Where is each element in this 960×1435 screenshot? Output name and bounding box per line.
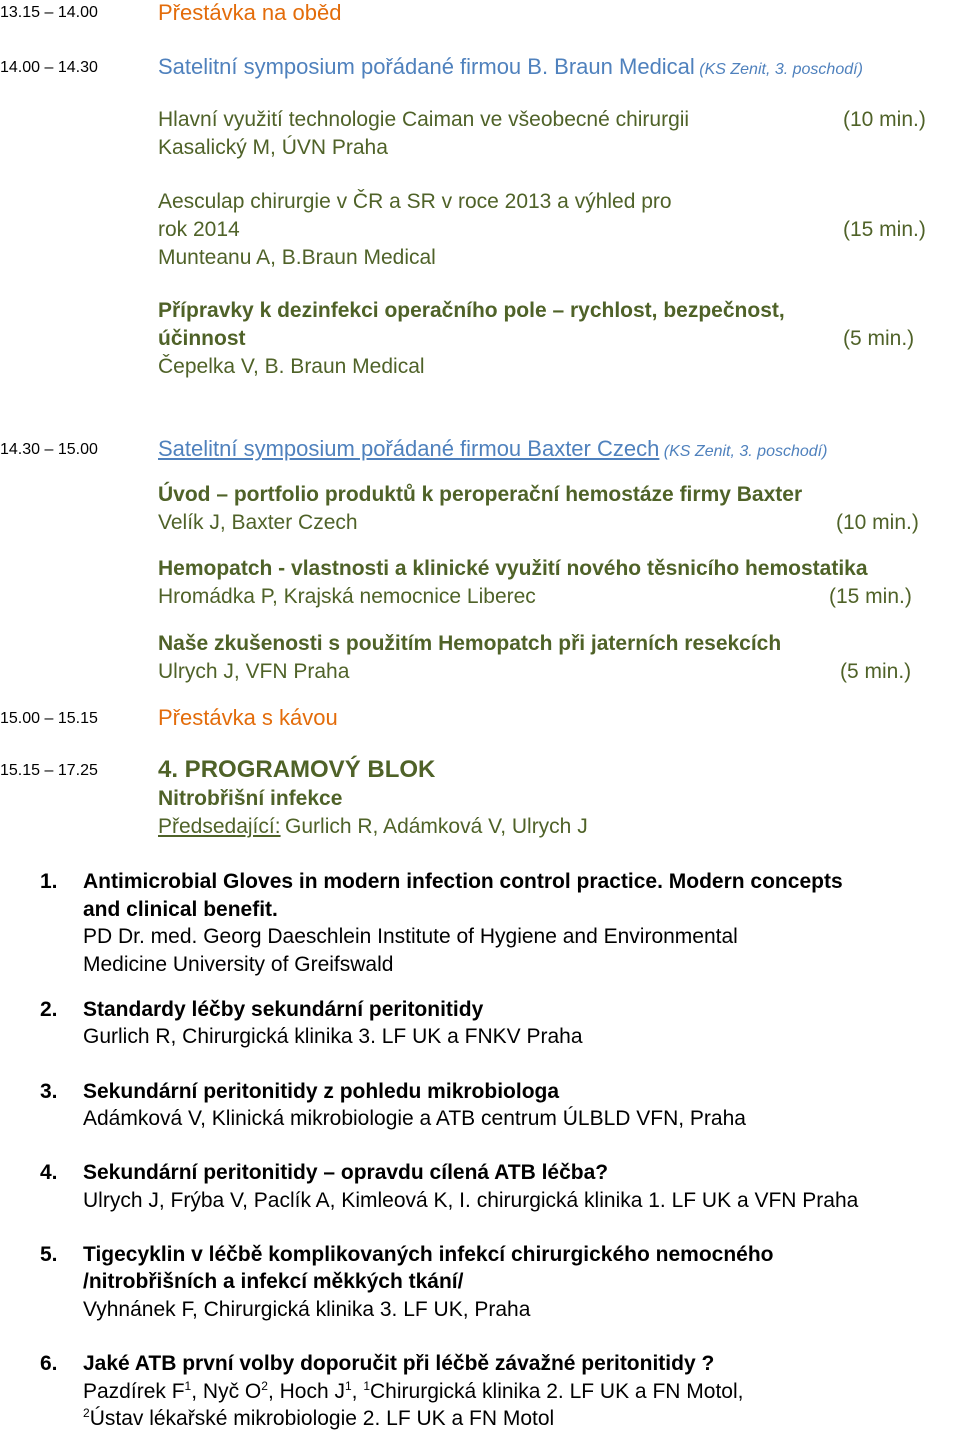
baxter-symposium-heading [158,436,827,462]
baxter-talk-1-duration: (10 min.) [836,511,919,534]
item-6-sup-4: 1 [363,1379,371,1393]
block4-chairs [158,815,588,839]
braun-symposium-heading [158,54,863,80]
item-6-author-a1: Pazdírek F [83,1380,185,1403]
block4-time: 15.15 – 17.25 [0,762,98,779]
baxter-symposium-title: Satelitní symposium pořádané firmou Baxter Czech [158,436,660,461]
item-4-number: 4. [40,1161,58,1184]
item-6-sup-5: 2 [83,1406,90,1420]
braun-talk-3-title-line1: Přípravky k dezinfekci operačního pole – rychlost, bezpečnost, [158,299,785,322]
item-5-number: 5. [40,1243,58,1266]
item-6-sup-1: 1 [184,1379,192,1393]
item-6-authors-line2 [83,1407,554,1431]
braun-talk-2-title-line1: Aesculap chirurgie v ČR a SR v roce 2013 a výhled pro [158,190,672,213]
item-5-authors: Vyhnánek F, Chirurgická klinika 3. LF UK, Praha [83,1298,531,1321]
braun-talk-2-duration: (15 min.) [843,218,926,241]
baxter-talk-1-authors: Velík J, Baxter Czech [158,511,358,534]
block4-chairs-label: Předsedající: [158,815,281,838]
item-6-sup-2: 2 [261,1379,268,1393]
item-1-title-line1: Antimicrobial Gloves in modern infection control practice. Modern concepts [83,870,843,893]
coffee-break-time: 15.00 – 15.15 [0,710,98,727]
braun-talk-3-authors: Čepelka V, B. Braun Medical [158,355,425,378]
item-3-number: 3. [40,1080,58,1103]
item-6-sup-3: 1 [344,1379,352,1393]
baxter-talk-3-title: Naše zkušenosti s použitím Hemopatch při jaterních resekcích [158,632,782,655]
item-5-title-line2: /nitrobřišních a infekcí měkkých tkání/ [83,1270,464,1293]
block4-chairs-names: Gurlich R, Adámková V, Ulrych J [285,815,588,838]
item-6-authors-line1 [83,1380,743,1404]
braun-symposium-time: 14.00 – 14.30 [0,59,98,76]
braun-talk-1-title: Hlavní využití technologie Caiman ve všeobecné chirurgii [158,108,690,131]
item-1-number: 1. [40,870,58,893]
item-2-title: Standardy léčby sekundární peritonitidy [83,998,484,1021]
item-6-author-a3: , Hoch J [267,1380,345,1403]
braun-symposium-venue: (KS Zenit, 3. poschodí) [699,61,863,78]
baxter-talk-2-title: Hemopatch - vlastnosti a klinické využití nového těsnicího hemostatika [158,557,868,580]
baxter-talk-1-title: Úvod – portfolio produktů k peroperační hemostáze firmy Baxter [158,483,803,506]
lunch-break-label: Přestávka na oběd [158,0,342,25]
item-6-affiliation-2: Ústav lékařské mikrobiologie 2. LF UK a FN Motol [89,1407,555,1430]
item-2-number: 2. [40,998,58,1021]
item-3-title: Sekundární peritonitidy z pohledu mikrobiologa [83,1080,560,1103]
baxter-talk-2-authors: Hromádka P, Krajská nemocnice Liberec [158,585,536,608]
item-6-author-a4: , [351,1380,364,1403]
item-5-title-line1: Tigecyklin v léčbě komplikovaných infekcí chirurgického nemocného [83,1243,774,1266]
braun-talk-2-title-line2: rok 2014 [158,218,240,241]
item-1-title-line2: and clinical benefit. [83,898,278,921]
baxter-symposium-venue: (KS Zenit, 3. poschodí) [663,443,828,460]
baxter-symposium-time: 14.30 – 15.00 [0,441,98,458]
item-1-authors-line1: PD Dr. med. Georg Daeschlein Institute of Hygiene and Environmental [83,925,738,948]
item-3-authors: Adámková V, Klinická mikrobiologie a ATB centrum ÚLBLD VFN, Praha [83,1107,746,1130]
baxter-talk-2-duration: (15 min.) [829,585,912,608]
block4-title: 4. PROGRAMOVÝ BLOK [158,756,436,783]
baxter-talk-3-authors: Ulrych J, VFN Praha [158,660,350,683]
braun-talk-2-authors: Munteanu A, B.Braun Medical [158,246,436,269]
item-6-affiliation-1: Chirurgická klinika 2. LF UK a FN Motol, [370,1380,744,1403]
item-4-authors: Ulrych J, Frýba V, Paclík A, Kimleová K, I. chirurgická klinika 1. LF UK a VFN Praha [83,1189,859,1212]
braun-talk-1-duration: (10 min.) [843,108,926,131]
item-6-author-a2: , Nyč O [191,1380,262,1403]
braun-talk-3-title-line2: účinnost [158,327,246,350]
braun-talk-3-duration: (5 min.) [843,327,915,350]
item-1-authors-line2: Medicine University of Greifswald [83,953,394,976]
item-6-title: Jaké ATB první volby doporučit při léčbě závažné peritonitidy ? [83,1352,715,1375]
item-6-number: 6. [40,1352,58,1375]
item-2-authors: Gurlich R, Chirurgická klinika 3. LF UK a FNKV Praha [83,1025,583,1048]
coffee-break-label: Přestávka s kávou [158,705,338,730]
block4-subtitle: Nitrobřišní infekce [158,787,343,810]
item-4-title: Sekundární peritonitidy – opravdu cílená ATB léčba? [83,1161,609,1184]
braun-talk-1-authors: Kasalický M, ÚVN Praha [158,136,388,159]
baxter-talk-3-duration: (5 min.) [840,660,912,683]
braun-symposium-title: Satelitní symposium pořádané firmou B. Braun Medical [158,54,695,79]
lunch-break-time: 13.15 – 14.00 [0,4,98,21]
